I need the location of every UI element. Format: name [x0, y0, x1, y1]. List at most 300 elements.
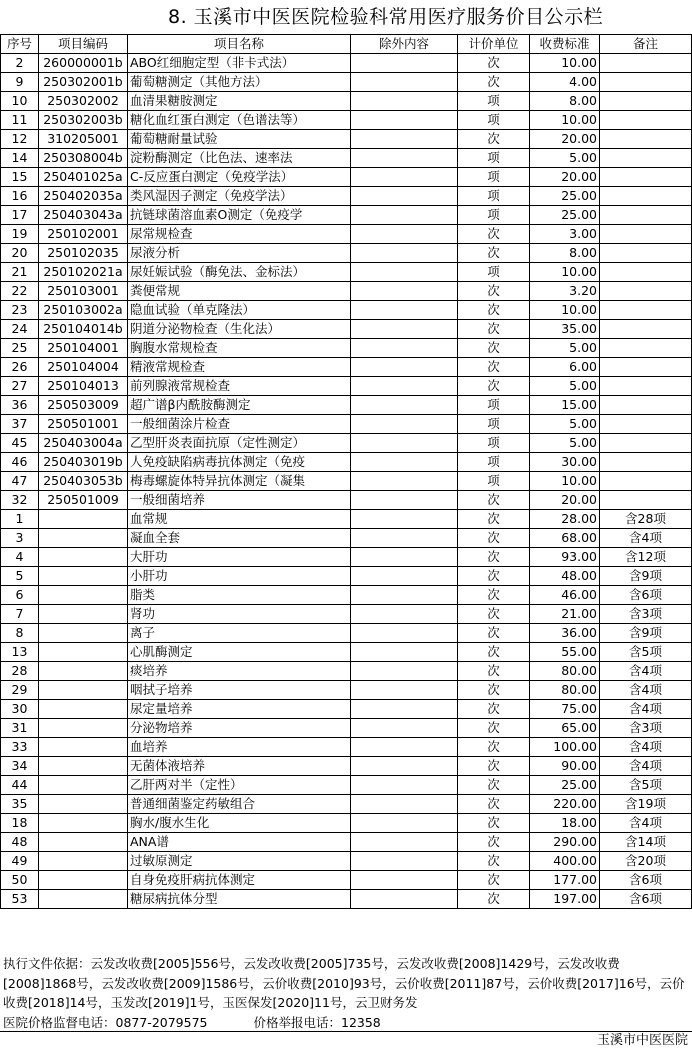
row-exclusions: [351, 187, 458, 206]
row-code: 250501009: [39, 491, 128, 510]
row-unit: 次: [458, 320, 530, 339]
row-name: 乙肝两对半（定性）: [128, 776, 351, 795]
row-notes: 含5项: [600, 776, 692, 795]
row-unit: 项: [458, 434, 530, 453]
row-notes: [600, 225, 692, 244]
row-exclusions: [351, 814, 458, 833]
row-index: 26: [1, 358, 39, 377]
table-row: [1, 453, 692, 472]
row-exclusions: [351, 643, 458, 662]
header-name: 项目名称: [128, 35, 351, 54]
table-row: [1, 510, 692, 529]
row-name: 抗链球菌溶血素O测定（免疫学: [128, 206, 351, 225]
row-price: 28.00: [530, 510, 600, 529]
row-index: 2: [1, 54, 39, 73]
row-code: 250104001: [39, 339, 128, 358]
row-code: 250102035: [39, 244, 128, 263]
table-row: [1, 320, 692, 339]
row-code: 250403019b: [39, 453, 128, 472]
row-price: 20.00: [530, 130, 600, 149]
row-index: 53: [1, 890, 39, 909]
row-notes: 含4项: [600, 681, 692, 700]
header-price: 收费标准: [530, 35, 600, 54]
row-index: 10: [1, 92, 39, 111]
table-row: [1, 111, 692, 130]
row-index: 1: [1, 510, 39, 529]
row-name: 糖尿病抗体分型: [128, 890, 351, 909]
row-exclusions: [351, 491, 458, 510]
row-notes: 含4项: [600, 757, 692, 776]
row-exclusions: [351, 263, 458, 282]
row-unit: 次: [458, 358, 530, 377]
row-code: [39, 757, 128, 776]
row-code: 310205001: [39, 130, 128, 149]
row-name: 脂类: [128, 586, 351, 605]
row-code: [39, 814, 128, 833]
row-code: [39, 586, 128, 605]
row-code: [39, 662, 128, 681]
row-exclusions: [351, 624, 458, 643]
row-notes: [600, 206, 692, 225]
row-unit: 项: [458, 168, 530, 187]
row-price: 20.00: [530, 491, 600, 510]
row-unit: 次: [458, 605, 530, 624]
row-code: 250102021a: [39, 263, 128, 282]
row-name: 普通细菌鉴定药敏组合: [128, 795, 351, 814]
row-unit: 次: [458, 624, 530, 643]
row-price: 25.00: [530, 187, 600, 206]
table-row: [1, 358, 692, 377]
row-price: 10.00: [530, 54, 600, 73]
row-name: 类风湿因子测定（免疫学法）: [128, 187, 351, 206]
row-name: 凝血全套: [128, 529, 351, 548]
row-exclusions: [351, 871, 458, 890]
table-row: [1, 491, 692, 510]
table-row: [1, 396, 692, 415]
row-price: 75.00: [530, 700, 600, 719]
row-name: 过敏原测定: [128, 852, 351, 871]
row-code: 250401025a: [39, 168, 128, 187]
row-unit: 次: [458, 567, 530, 586]
row-price: 80.00: [530, 681, 600, 700]
row-notes: 含4项: [600, 529, 692, 548]
row-exclusions: [351, 472, 458, 491]
row-exclusions: [351, 225, 458, 244]
row-exclusions: [351, 567, 458, 586]
row-exclusions: [351, 206, 458, 225]
row-name: 血培养: [128, 738, 351, 757]
row-unit: 项: [458, 263, 530, 282]
row-unit: 次: [458, 54, 530, 73]
row-index: 12: [1, 130, 39, 149]
row-notes: 含9项: [600, 624, 692, 643]
row-unit: 项: [458, 453, 530, 472]
row-exclusions: [351, 92, 458, 111]
row-index: 46: [1, 453, 39, 472]
row-price: 25.00: [530, 206, 600, 225]
row-index: 11: [1, 111, 39, 130]
header-exclusions: 除外内容: [351, 35, 458, 54]
table-row: [1, 54, 692, 73]
row-exclusions: [351, 776, 458, 795]
row-unit: 次: [458, 757, 530, 776]
row-index: 21: [1, 263, 39, 282]
row-unit: 次: [458, 852, 530, 871]
row-name: 粪便常规: [128, 282, 351, 301]
table-row: [1, 282, 692, 301]
row-index: 15: [1, 168, 39, 187]
row-name: 无菌体液培养: [128, 757, 351, 776]
row-code: 250102001: [39, 225, 128, 244]
row-name: 尿妊娠试验（酶免法、金标法）: [128, 263, 351, 282]
row-notes: [600, 320, 692, 339]
row-unit: 项: [458, 396, 530, 415]
row-code: [39, 719, 128, 738]
row-price: 5.00: [530, 377, 600, 396]
row-code: 250103001: [39, 282, 128, 301]
table-row: [1, 130, 692, 149]
row-notes: [600, 453, 692, 472]
row-notes: 含9项: [600, 567, 692, 586]
row-notes: [600, 434, 692, 453]
row-price: 18.00: [530, 814, 600, 833]
row-price: 100.00: [530, 738, 600, 757]
row-exclusions: [351, 73, 458, 92]
row-name: 尿常规检查: [128, 225, 351, 244]
row-code: [39, 738, 128, 757]
row-code: 250302002: [39, 92, 128, 111]
row-code: [39, 529, 128, 548]
row-name: 血常规: [128, 510, 351, 529]
row-index: 16: [1, 187, 39, 206]
row-exclusions: [351, 377, 458, 396]
row-notes: [600, 358, 692, 377]
table-row: [1, 149, 692, 168]
row-unit: 次: [458, 890, 530, 909]
row-notes: 含3项: [600, 719, 692, 738]
row-notes: 含6项: [600, 586, 692, 605]
table-row: [1, 700, 692, 719]
table-row: [1, 301, 692, 320]
row-notes: [600, 396, 692, 415]
row-price: 400.00: [530, 852, 600, 871]
row-name: 超广谱β内酰胺酶测定: [128, 396, 351, 415]
row-code: 250302003b: [39, 111, 128, 130]
row-price: 93.00: [530, 548, 600, 567]
row-exclusions: [351, 168, 458, 187]
row-name: 精液常规检查: [128, 358, 351, 377]
row-unit: 项: [458, 472, 530, 491]
row-index: 4: [1, 548, 39, 567]
row-exclusions: [351, 738, 458, 757]
row-exclusions: [351, 111, 458, 130]
row-unit: 次: [458, 339, 530, 358]
row-unit: 项: [458, 415, 530, 434]
row-unit: 次: [458, 510, 530, 529]
header-index: 序号: [1, 35, 39, 54]
table-row: [1, 719, 692, 738]
row-notes: 含4项: [600, 700, 692, 719]
row-unit: 次: [458, 871, 530, 890]
table-row: [1, 92, 692, 111]
table-row: [1, 643, 692, 662]
row-exclusions: [351, 301, 458, 320]
row-index: 34: [1, 757, 39, 776]
row-code: [39, 681, 128, 700]
row-code: 250402035a: [39, 187, 128, 206]
row-exclusions: [351, 453, 458, 472]
row-index: 19: [1, 225, 39, 244]
row-index: 29: [1, 681, 39, 700]
row-index: 36: [1, 396, 39, 415]
row-price: 6.00: [530, 358, 600, 377]
table-row: [1, 662, 692, 681]
row-exclusions: [351, 282, 458, 301]
row-price: 10.00: [530, 301, 600, 320]
row-index: 25: [1, 339, 39, 358]
row-unit: 次: [458, 377, 530, 396]
row-index: 44: [1, 776, 39, 795]
row-price: 35.00: [530, 320, 600, 339]
row-notes: [600, 54, 692, 73]
row-unit: 次: [458, 776, 530, 795]
row-notes: [600, 301, 692, 320]
table-row: [1, 852, 692, 871]
policy-basis: [0, 954, 691, 1032]
row-index: 3: [1, 529, 39, 548]
row-name: ABO红细胞定型（非卡式法）: [128, 54, 351, 73]
row-index: 7: [1, 605, 39, 624]
row-price: 21.00: [530, 605, 600, 624]
hospital-name: 玉溪市中医医院: [596, 1033, 688, 1048]
row-code: [39, 890, 128, 909]
table-row: [1, 187, 692, 206]
row-unit: 项: [458, 92, 530, 111]
row-name: 前列腺液常规检查: [128, 377, 351, 396]
row-price: 80.00: [530, 662, 600, 681]
row-index: 37: [1, 415, 39, 434]
row-unit: 次: [458, 738, 530, 757]
row-price: 90.00: [530, 757, 600, 776]
row-price: 8.00: [530, 244, 600, 263]
table-row: [1, 757, 692, 776]
row-exclusions: [351, 833, 458, 852]
row-name: 淀粉酶测定（比色法、速率法: [128, 149, 351, 168]
row-notes: 含4项: [600, 662, 692, 681]
row-index: 49: [1, 852, 39, 871]
row-index: 18: [1, 814, 39, 833]
row-name: 离子: [128, 624, 351, 643]
row-price: 30.00: [530, 453, 600, 472]
row-unit: 项: [458, 111, 530, 130]
row-name: 咽拭子培养: [128, 681, 351, 700]
row-price: 46.00: [530, 586, 600, 605]
row-index: 48: [1, 833, 39, 852]
row-exclusions: [351, 681, 458, 700]
row-name: 乙型肝炎表面抗原（定性测定）: [128, 434, 351, 453]
row-index: 50: [1, 871, 39, 890]
row-price: 5.00: [530, 339, 600, 358]
row-notes: [600, 149, 692, 168]
row-index: 13: [1, 643, 39, 662]
table-header-row: [1, 35, 692, 54]
row-price: 3.00: [530, 225, 600, 244]
row-exclusions: [351, 510, 458, 529]
row-notes: 含6项: [600, 871, 692, 890]
row-code: 250503009: [39, 396, 128, 415]
table-row: [1, 339, 692, 358]
header-unit: 计价单位: [458, 35, 530, 54]
row-index: 8: [1, 624, 39, 643]
row-name: 梅毒螺旋体特异抗体测定（凝集: [128, 472, 351, 491]
row-unit: 次: [458, 643, 530, 662]
row-price: 197.00: [530, 890, 600, 909]
row-unit: 次: [458, 529, 530, 548]
row-code: [39, 548, 128, 567]
row-name: 胸水/腹水生化: [128, 814, 351, 833]
row-notes: 含20项: [600, 852, 692, 871]
row-name: 尿液分析: [128, 244, 351, 263]
row-exclusions: [351, 852, 458, 871]
row-name: 自身免疫肝病抗体测定: [128, 871, 351, 890]
row-unit: 次: [458, 225, 530, 244]
row-notes: 含5项: [600, 643, 692, 662]
row-name: 糖化血红蛋白测定（色谱法等）: [128, 111, 351, 130]
row-name: 血清果糖胺测定: [128, 92, 351, 111]
row-name: 大肝功: [128, 548, 351, 567]
table-row: [1, 890, 692, 909]
row-price: 5.00: [530, 434, 600, 453]
row-code: 250104014b: [39, 320, 128, 339]
table-row: [1, 73, 692, 92]
row-exclusions: [351, 358, 458, 377]
row-unit: 次: [458, 301, 530, 320]
row-notes: 含19项: [600, 795, 692, 814]
row-code: 250403043a: [39, 206, 128, 225]
row-exclusions: [351, 700, 458, 719]
row-unit: 次: [458, 491, 530, 510]
row-index: 33: [1, 738, 39, 757]
table-row: [1, 434, 692, 453]
row-name: 葡萄糖耐量试验: [128, 130, 351, 149]
row-name: 人免疫缺陷病毒抗体测定（免疫: [128, 453, 351, 472]
row-code: 250302001b: [39, 73, 128, 92]
row-unit: 项: [458, 206, 530, 225]
row-index: 22: [1, 282, 39, 301]
row-price: 4.00: [530, 73, 600, 92]
row-code: [39, 510, 128, 529]
row-unit: 次: [458, 700, 530, 719]
row-unit: 次: [458, 73, 530, 92]
row-unit: 项: [458, 187, 530, 206]
row-name: 一般细菌涂片检查: [128, 415, 351, 434]
row-price: 20.00: [530, 168, 600, 187]
row-name: 一般细菌培养: [128, 491, 351, 510]
row-notes: [600, 168, 692, 187]
table-row: [1, 833, 692, 852]
row-notes: [600, 339, 692, 358]
row-index: 5: [1, 567, 39, 586]
row-exclusions: [351, 54, 458, 73]
row-index: 47: [1, 472, 39, 491]
row-name: 肾功: [128, 605, 351, 624]
row-exclusions: [351, 396, 458, 415]
row-index: 23: [1, 301, 39, 320]
table-row: [1, 548, 692, 567]
row-notes: 含14项: [600, 833, 692, 852]
row-price: 10.00: [530, 111, 600, 130]
row-exclusions: [351, 320, 458, 339]
row-code: [39, 643, 128, 662]
row-price: 177.00: [530, 871, 600, 890]
row-code: [39, 871, 128, 890]
header-notes: 备注: [600, 35, 692, 54]
row-name: 隐血试验（单克隆法）: [128, 301, 351, 320]
row-exclusions: [351, 890, 458, 909]
row-index: 6: [1, 586, 39, 605]
row-price: 25.00: [530, 776, 600, 795]
row-notes: [600, 130, 692, 149]
row-notes: 含4项: [600, 738, 692, 757]
row-notes: [600, 415, 692, 434]
row-name: 心肌酶测定: [128, 643, 351, 662]
row-index: 32: [1, 491, 39, 510]
row-notes: [600, 472, 692, 491]
table-row: [1, 586, 692, 605]
row-price: 5.00: [530, 415, 600, 434]
table-row: [1, 206, 692, 225]
row-index: 24: [1, 320, 39, 339]
row-notes: 含3项: [600, 605, 692, 624]
table-row: [1, 225, 692, 244]
row-notes: 含6项: [600, 890, 692, 909]
row-code: [39, 852, 128, 871]
row-exclusions: [351, 719, 458, 738]
row-code: 250501001: [39, 415, 128, 434]
row-exclusions: [351, 244, 458, 263]
row-exclusions: [351, 130, 458, 149]
row-price: 5.00: [530, 149, 600, 168]
row-name: 胸腹水常规检查: [128, 339, 351, 358]
row-unit: 次: [458, 662, 530, 681]
row-unit: 次: [458, 681, 530, 700]
table-row: [1, 244, 692, 263]
row-index: 35: [1, 795, 39, 814]
row-price: 10.00: [530, 472, 600, 491]
row-notes: 含12项: [600, 548, 692, 567]
table-row: [1, 681, 692, 700]
row-index: 20: [1, 244, 39, 263]
row-code: [39, 833, 128, 852]
row-code: 250403004a: [39, 434, 128, 453]
row-code: 260000001b: [39, 54, 128, 73]
row-exclusions: [351, 548, 458, 567]
table-row: [1, 814, 692, 833]
row-code: 250308004b: [39, 149, 128, 168]
row-code: [39, 776, 128, 795]
row-exclusions: [351, 795, 458, 814]
row-code: [39, 700, 128, 719]
table-row: [1, 472, 692, 491]
row-price: 3.20: [530, 282, 600, 301]
table-row: [1, 168, 692, 187]
row-index: 30: [1, 700, 39, 719]
row-notes: [600, 111, 692, 130]
row-exclusions: [351, 757, 458, 776]
page-title: [0, 0, 692, 34]
row-notes: [600, 282, 692, 301]
row-unit: 次: [458, 719, 530, 738]
